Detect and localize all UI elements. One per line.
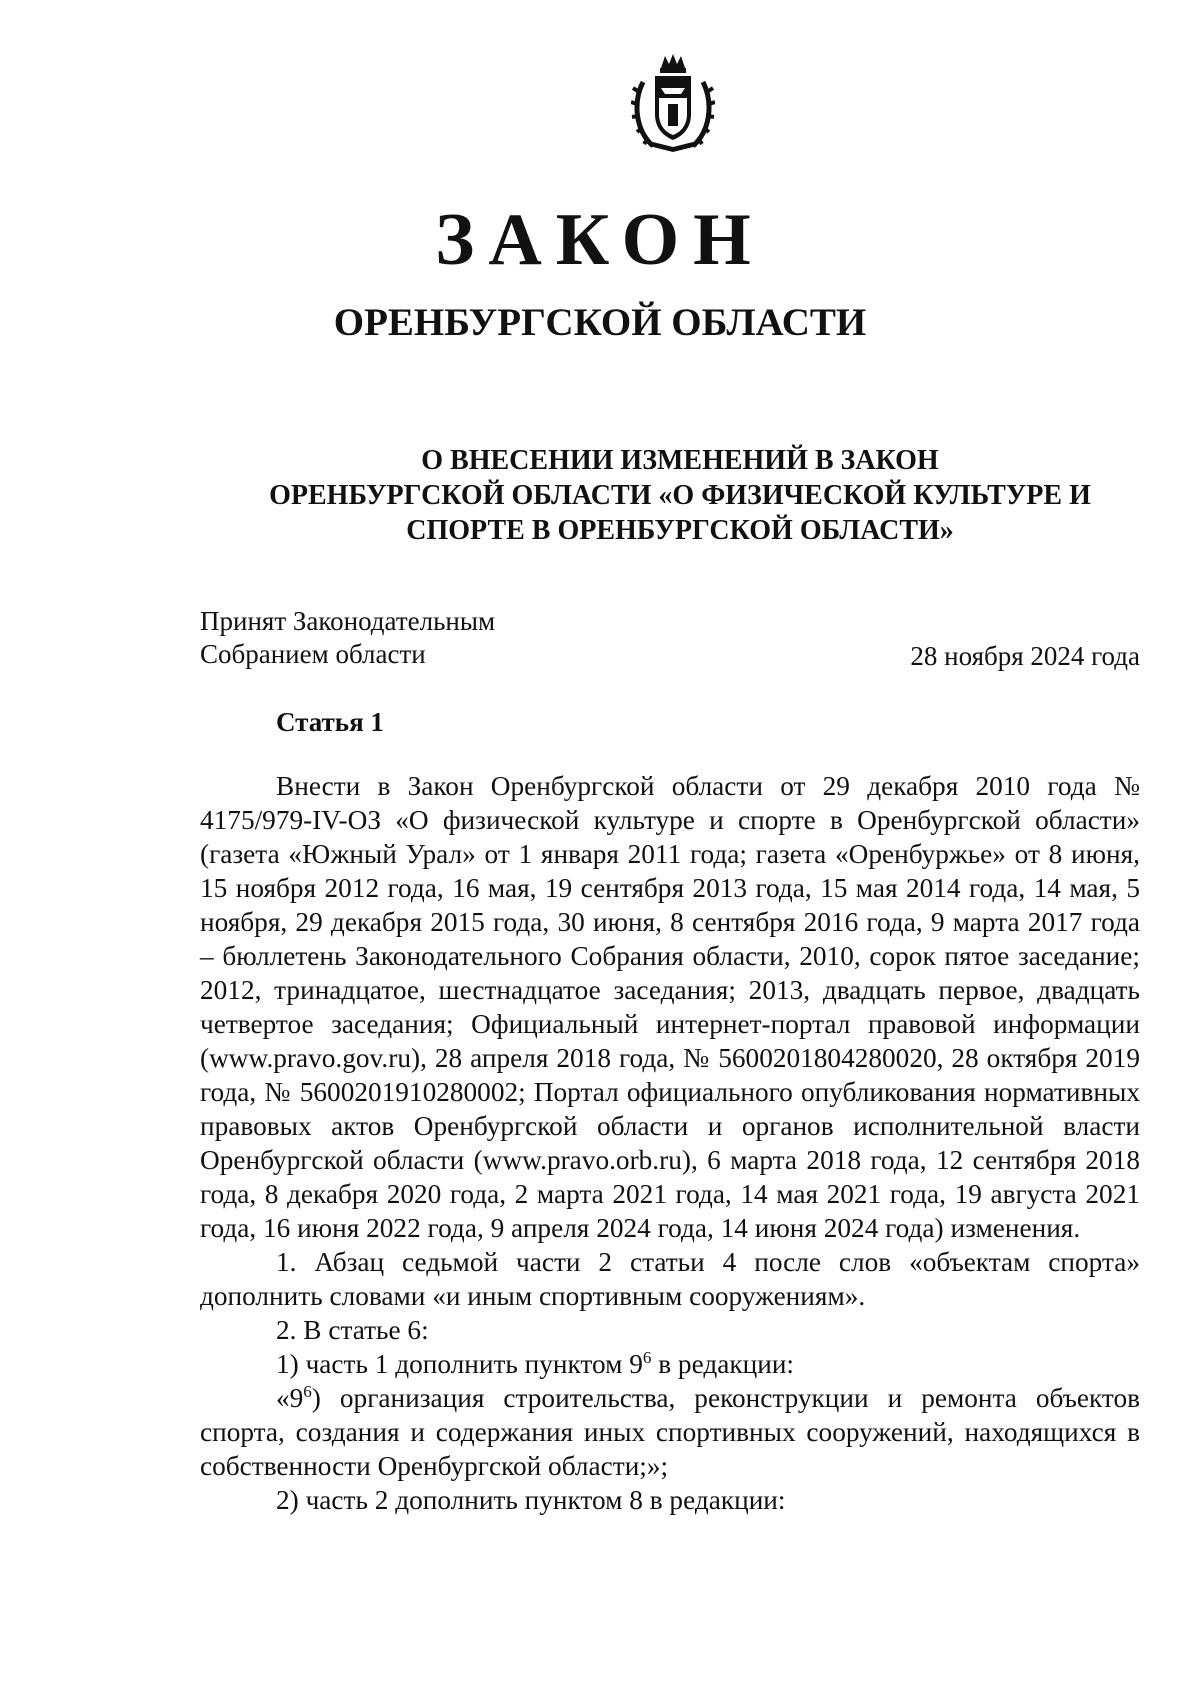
amendment-quote	[200, 1381, 1140, 1483]
adoption-line: Собранием области	[200, 639, 426, 669]
amendment-item-2: 2. В статье 6:	[276, 1315, 429, 1345]
adoption-line: Принят Законодательным	[200, 606, 496, 636]
quote-text: «9	[276, 1383, 304, 1413]
law-name-line: СПОРТЕ В ОРЕНБУРГСКОЙ ОБЛАСТИ»	[406, 515, 954, 546]
subitem-text: в редакции:	[651, 1349, 795, 1379]
quote-text: ) организация строительства, реконструкции и ремонта объектов спорта, создания и содержания иных спортивных сооружений, находящихся в собственности Оренбургской области;»;	[200, 1383, 1140, 1481]
coat-of-arms-emblem	[631, 52, 715, 154]
adoption-statement	[200, 605, 495, 671]
subitem-text: 1) часть 1 дополнить пунктом 9	[276, 1349, 643, 1379]
amendment-item-1: 1. Абзац седьмой части 2 статьи 4 после слов «объектам спорта» дополнить словами «и иным спортивным сооружениям».	[200, 1247, 1140, 1311]
law-name-line: ОРЕНБУРГСКОЙ ОБЛАСТИ «О ФИЗИЧЕСКОЙ КУЛЬТУРЕ И	[269, 480, 1091, 511]
amendment-subitem-1	[200, 1347, 1140, 1381]
superscript: 6	[642, 1347, 652, 1367]
document-subtitle: ОРЕНБУРГСКОЙ ОБЛАСТИ	[333, 301, 867, 344]
document-title: ЗАКОН	[435, 199, 765, 281]
superscript: 6	[303, 1381, 312, 1401]
law-name-line: О ВНЕСЕНИИ ИЗМЕНЕНИЙ В ЗАКОН	[421, 445, 939, 476]
article-intro-paragraph: Внести в Закон Оренбургской области от 29 декабря 2010 года № 4175/979-IV-ОЗ «О физической культуре и спорте в Оренбургской области» (газета «Южный Урал» от 1 января 2011 года; газета «Оренбуржье» от 8 июня, 15 ноября 2012 года, 16 мая, 19 сентября 2013 года, 15 мая 2014 года, 14 мая, 5 ноября, 29 декабря 2015 года, 30 июня, 8 сентября 2016 года, 9 марта 2017 года – бюллетень Законодательного Собрания области, 2010, сорок пятое заседание; 2012, тринадцатое, шестнадцатое заседания; 2013, двадцать первое, двадцать четвертое заседания; Официальный интернет-портал правовой информации (www.pravo.gov.ru), 28 апреля 2018 года, № 5600201804280020, 28 октября 2019 года, № 5600201910280002; Портал официального опубликования нормативных правовых актов Оренбургской области и органов исполнительной власти Оренбургской области (www.pravo.orb.ru), 6 марта 2018 года, 12 сентября 2018 года, 8 декабря 2020 года, 2 марта 2021 года, 14 мая 2021 года, 19 августа 2021 года, 16 июня 2022 года, 9 апреля 2024 года, 14 июня 2024 года) изменения.	[200, 771, 1140, 1243]
law-name	[180, 443, 1180, 548]
amendment-subitem-2: 2) часть 2 дополнить пунктом 8 в редакции:	[276, 1485, 786, 1515]
article-body	[200, 769, 1140, 1517]
article-heading: Статья 1	[276, 707, 384, 737]
adoption-date: 28 ноября 2024 года	[910, 641, 1140, 671]
